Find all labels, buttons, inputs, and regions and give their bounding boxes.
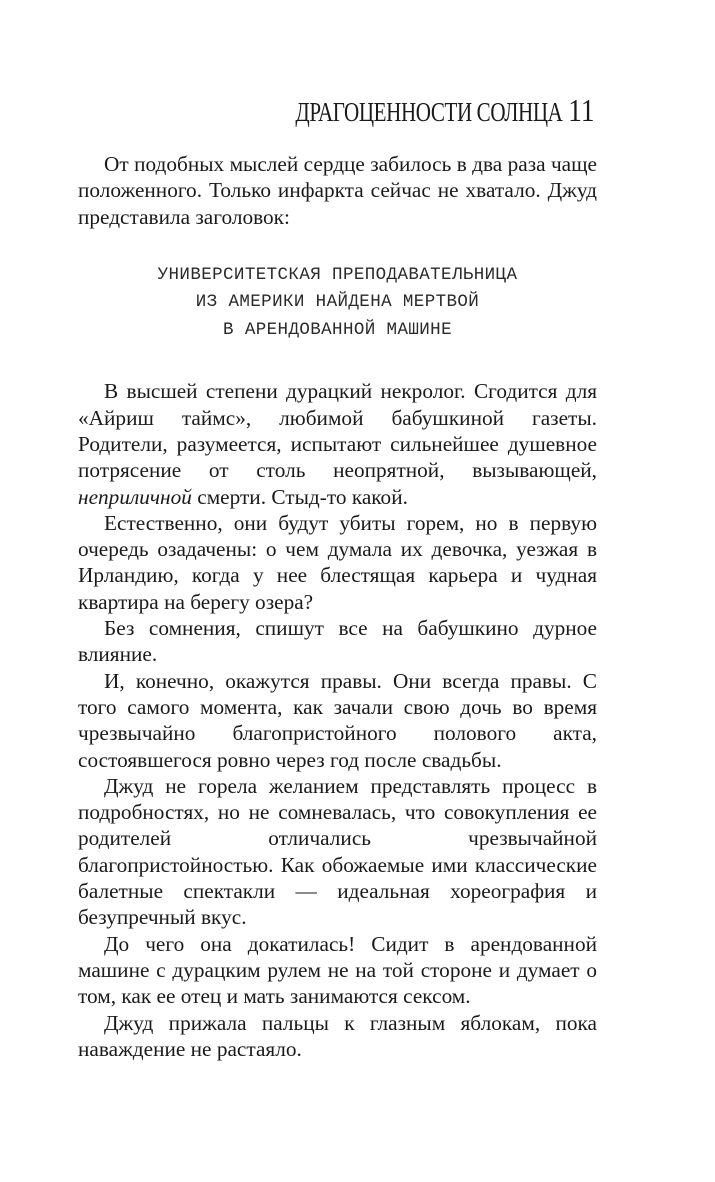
paragraph-2-end: смерти. Стыд-то какой.: [197, 484, 408, 509]
headline-line-1: УНИВЕРСИТЕТСКАЯ ПРЕПОДАВАТЕЛЬНИЦА: [157, 264, 518, 285]
page-body: [78, 151, 597, 1062]
paragraph-8: Джуд прижала пальцы к глазным яблокам, пока наваждение не растаяло.: [78, 1010, 597, 1061]
paragraph-6: Джуд не горела желанием представлять процесс в подробностях, но не сомневалась, что совокупления ее родителей отличались чрезвычайной благопристойностью. Как обожаемые ими классические балетные спектакли — идеальная хореография и безупречный вкус.: [78, 773, 597, 930]
headline-line-3: В АРЕНДОВАННОЙ МАШИНЕ: [223, 319, 452, 340]
headline-line-2: ИЗ АМЕРИКИ НАЙДЕНА МЕРТВОЙ: [195, 292, 480, 313]
paragraph-3: Естественно, они будут убиты горем, но в первую очередь озадачены: о чем думала их девочка, уезжая в Ирландию, когда у нее блестящая карьера и чудная квартира на берегу озера?: [78, 510, 597, 614]
paragraph-2: [78, 378, 597, 509]
newspaper-headline: [78, 262, 597, 345]
paragraph-4: Без сомнения, спишут все на бабушкино дурное влияние.: [78, 616, 597, 667]
paragraph-7: До чего она докатилась! Сидит в арендованной машине с дурацким рулем не на той стороне и думает о том, как ее отец и мать занимаются сексом.: [78, 931, 597, 1009]
running-title: ДРАГОЦЕННОСТИ СОЛНЦА: [295, 97, 563, 127]
paragraph-2-start: В высшей степени дурацкий некролог. Сгодится для «Айриш таймс», любимой бабушкиной газеты. Родители, разумеется, испытают сильнейшее душевное потрясение от столь неопрятной, вызывающей,: [78, 379, 597, 483]
paragraph-1: От подобных мыслей сердце забилось в два раза чаще положенного. Только инфаркта сейчас не хватало. Джуд представила заголовок:: [78, 152, 597, 229]
italic-word: неприличной: [78, 484, 192, 509]
paragraph-5: И, конечно, окажутся правы. Они всегда правы. С того самого момента, как зачали свою дочь во время чрезвычайно благопристойного полового акта, состоявшегося ровно через год после свадьбы.: [78, 668, 597, 772]
page-number: 11: [568, 92, 595, 128]
page-header: [78, 92, 597, 132]
